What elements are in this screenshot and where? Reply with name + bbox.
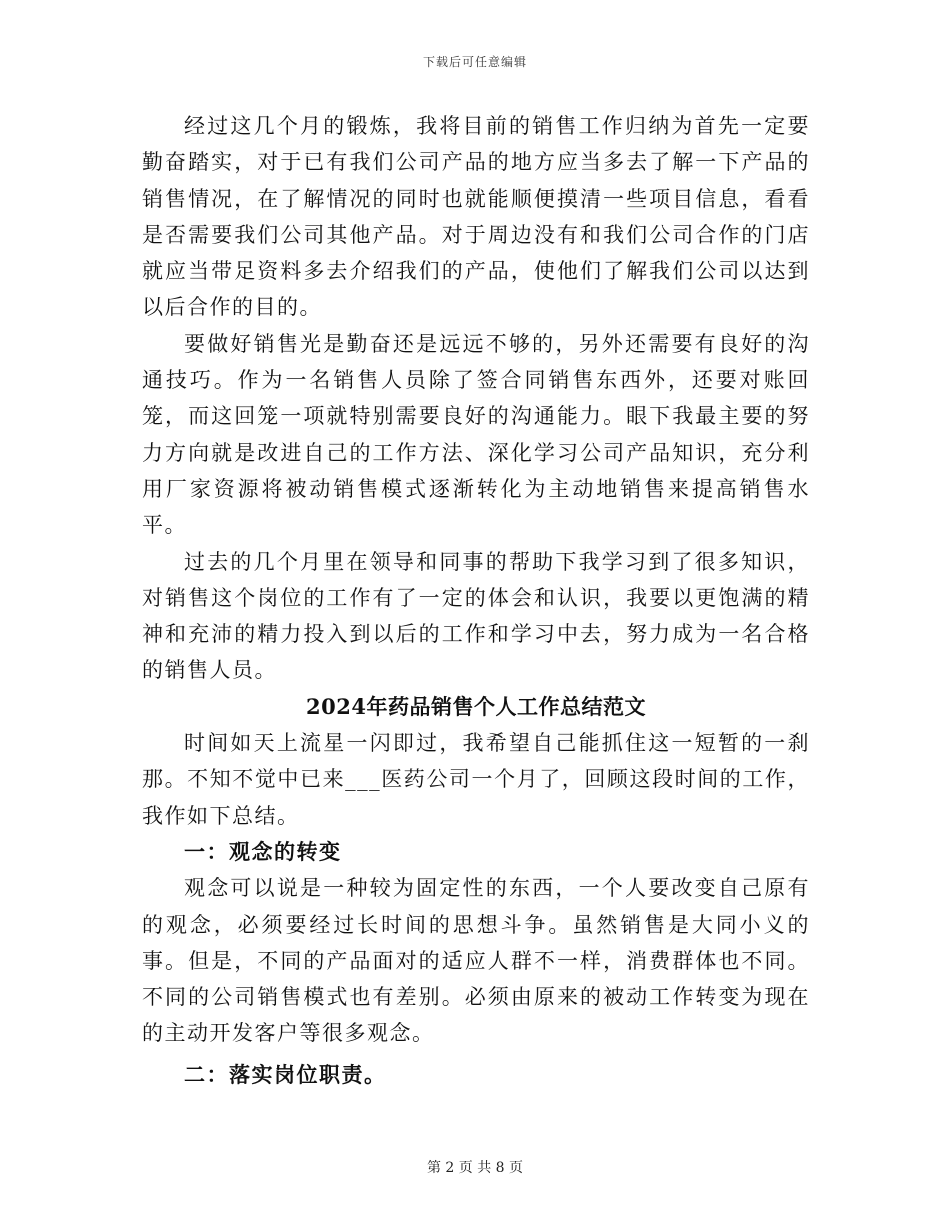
paragraph-communication-skills: 要做好销售光是勤奋还是远远不够的，另外还需要有良好的沟通技巧。作为一名销售人员除了签合同销售东西外，还要对账回笼，而这回笼一项就特别需要良好的沟通能力。眼下我最主要的努力方向就是改进自己的工作方法、深化学习公司产品知识，充分利用厂家资源将被动销售模式逐渐转化为主动地销售来提高销售水平。 [142,331,810,538]
heading-concept-change: 一：观念的转变 [184,838,342,864]
document-body [142,108,810,1093]
section-title: 2024年药品销售个人工作总结范文 [306,693,646,719]
paragraph-concept-change: 观念可以说是一种较为固定性的东西，一个人要改变自己原有的观念，必须要经过长时间的思想斗争。虽然销售是大同小义的事。但是，不同的产品面对的适应人群不一样，消费群体也不同。不同的公司销售模式也有差别。必须由原来的被动工作转变为现在的主动开发客户等很多观念。 [142,876,810,1046]
page-header: 下载后可任意编辑 [422,55,527,69]
paragraph-summary-goal: 过去的几个月里在领导和同事的帮助下我学习到了很多知识，对销售这个岗位的工作有了一定的体会和认识，我要以更饱满的精神和充沛的精力投入到以后的工作和学习中去，努力成为一名合格的销售人员。 [142,549,810,683]
page-footer: 第 2 页 共 8 页 [426,1160,524,1176]
paragraph-intro: 时间如天上流星一闪即过，我希望自己能抓住这一短暂的一刹那。不知不觉中已来___医药公司一个月了，回顾这段时间的工作，我作如下总结。 [142,731,810,828]
paragraph-sales-experience: 经过这几个月的锻炼，我将目前的销售工作归纳为首先一定要勤奋踏实，对于已有我们公司产品的地方应当多去了解一下产品的销售情况，在了解情况的同时也就能顺便摸清一些项目信息，看看是否需要我们公司其他产品。对于周边没有和我们公司合作的门店就应当带足资料多去介绍我们的产品，使他们了解我们公司以达到以后合作的目的。 [142,114,810,320]
heading-job-duties: 二：落实岗位职责。 [184,1061,387,1087]
